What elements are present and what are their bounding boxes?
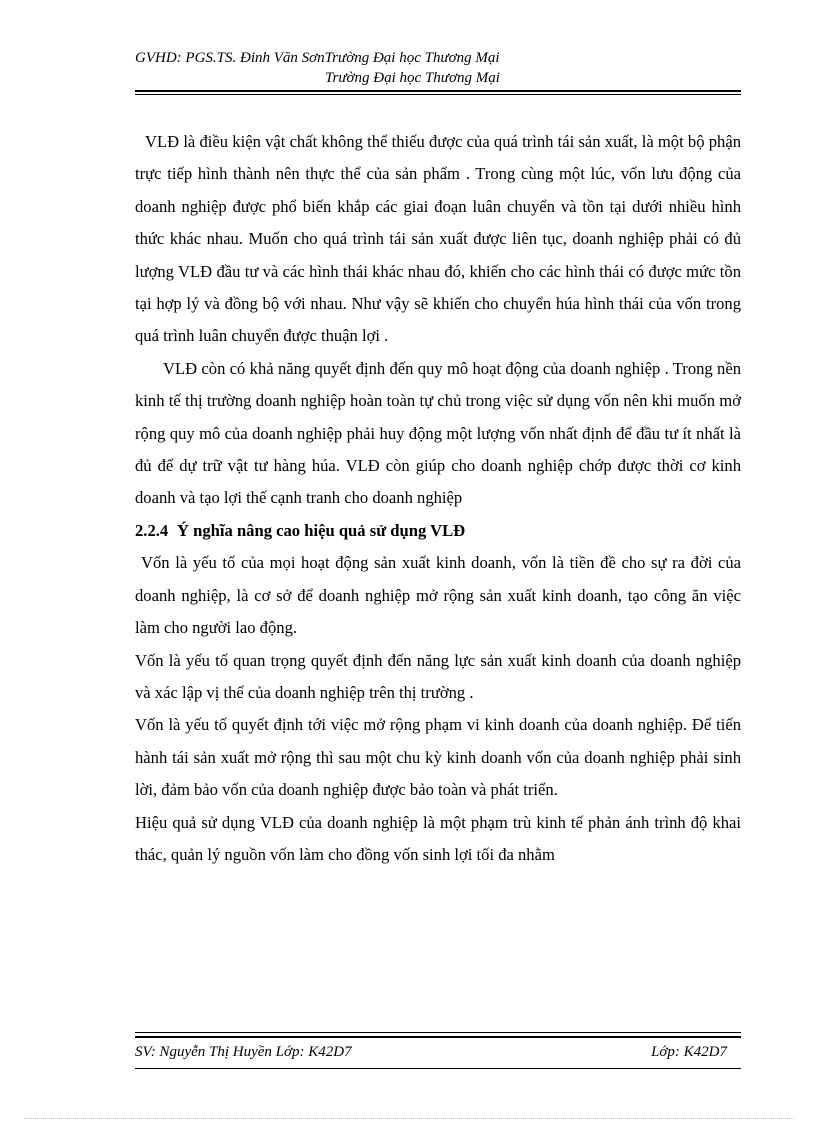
- footer-bottom-rule: [135, 1068, 741, 1069]
- header-rule-thin: [135, 94, 741, 95]
- section-number: 2.2.4: [135, 520, 169, 540]
- footer-rule-thick: [135, 1036, 741, 1038]
- paragraph-vld-conditions: VLĐ là điều kiện vật chất không thể thiếu được của quá trình tái sản xuất, là một bộ phận trực tiếp hình thành nên thực thể của sản phẩm . Trong cùng một lúc, vốn lưu động của doanh nghiệp được phổ biến khắp các giai đoạn luân chuyển và tồn tại dưới nhiều hình thức khác nhau. Muốn cho quá trình tái sản xuất được liên tục, doanh nghiệp phải có đủ lượng VLĐ đầu tư và các hình thái khác nhau đó, khiến cho các hình thái có được mức tồn tại hợp lý và đồng bộ với nhau. Như vậy sẽ khiến cho chuyển húa hình thái của vốn trong quá trình luân chuyển được thuận lợi .: [135, 132, 741, 346]
- paragraph-capital-expansion: Vốn là yếu tố quyết định tới việc mở rộng phạm vi kinh doanh của doanh nghiệp. Để tiến hành tái sản xuất mở rộng thì sau một chu kỳ kinh doanh vốn của doanh nghiệp phải sinh lời, đảm bảo vốn của doanh nghiệp được bảo toàn và phát triển.: [135, 715, 741, 800]
- header-supervisor-line: GVHD: PGS.TS. Đinh Văn SơnTrường Đại học Thương Mại: [135, 50, 500, 66]
- paragraph-efficiency: Hiệu quả sử dụng VLĐ của doanh nghiệp là một phạm trù kinh tế phản ánh trình độ khai thác, quản lý nguồn vốn làm cho đồng vốn sinh lợi tối đa nhằm: [135, 812, 741, 864]
- page-header: [135, 48, 741, 88]
- footer-class: Lớp: K42D7: [651, 1044, 727, 1060]
- page-edge-divider: [24, 1118, 794, 1119]
- page-footer: [135, 1044, 741, 1064]
- paragraph-vld-scale: VLĐ còn có khả năng quyết định đến quy mô hoạt động của doanh nghiệp . Trong nền kinh tế thị trường doanh nghiệp hoàn toàn tự chủ trong việc sử dụng vốn nên khi muốn mở rộng quy mô của doanh nghiệp phải huy động một lượng vốn nhất định để đầu tư ít nhất là đủ để dự trữ vật tư hàng húa. VLĐ còn giúp cho doanh nghiệp chớp được thời cơ kinh doanh và tạo lợi thế cạnh tranh cho doanh nghiệp: [135, 358, 741, 508]
- footer-student: SV: Nguyễn Thị Huyền Lớp: K42D7: [135, 1044, 352, 1060]
- paragraph-capital-capacity: Vốn là yếu tố quan trọng quyết định đến năng lực sản xuất kinh doanh của doanh nghiệp và xác lập vị thế của doanh nghiệp trên thị trường .: [135, 650, 741, 702]
- footer-rule-thin: [135, 1032, 741, 1033]
- header-university-line: Trường Đại học Thương Mại: [325, 70, 500, 86]
- paragraph-capital-premise: Vốn là yếu tố của mọi hoạt động sản xuất kinh doanh, vốn là tiền đề cho sự ra đời của doanh nghiệp, là cơ sở để doanh nghiệp mở rộng sản xuất kinh doanh, tạo công ăn việc làm cho người lao động.: [135, 553, 741, 638]
- page-body: [135, 126, 741, 871]
- section-heading: [135, 515, 741, 547]
- section-title: Ý nghĩa nâng cao hiệu quả sử dụng VLĐ: [177, 520, 466, 540]
- header-rule-thick: [135, 90, 741, 92]
